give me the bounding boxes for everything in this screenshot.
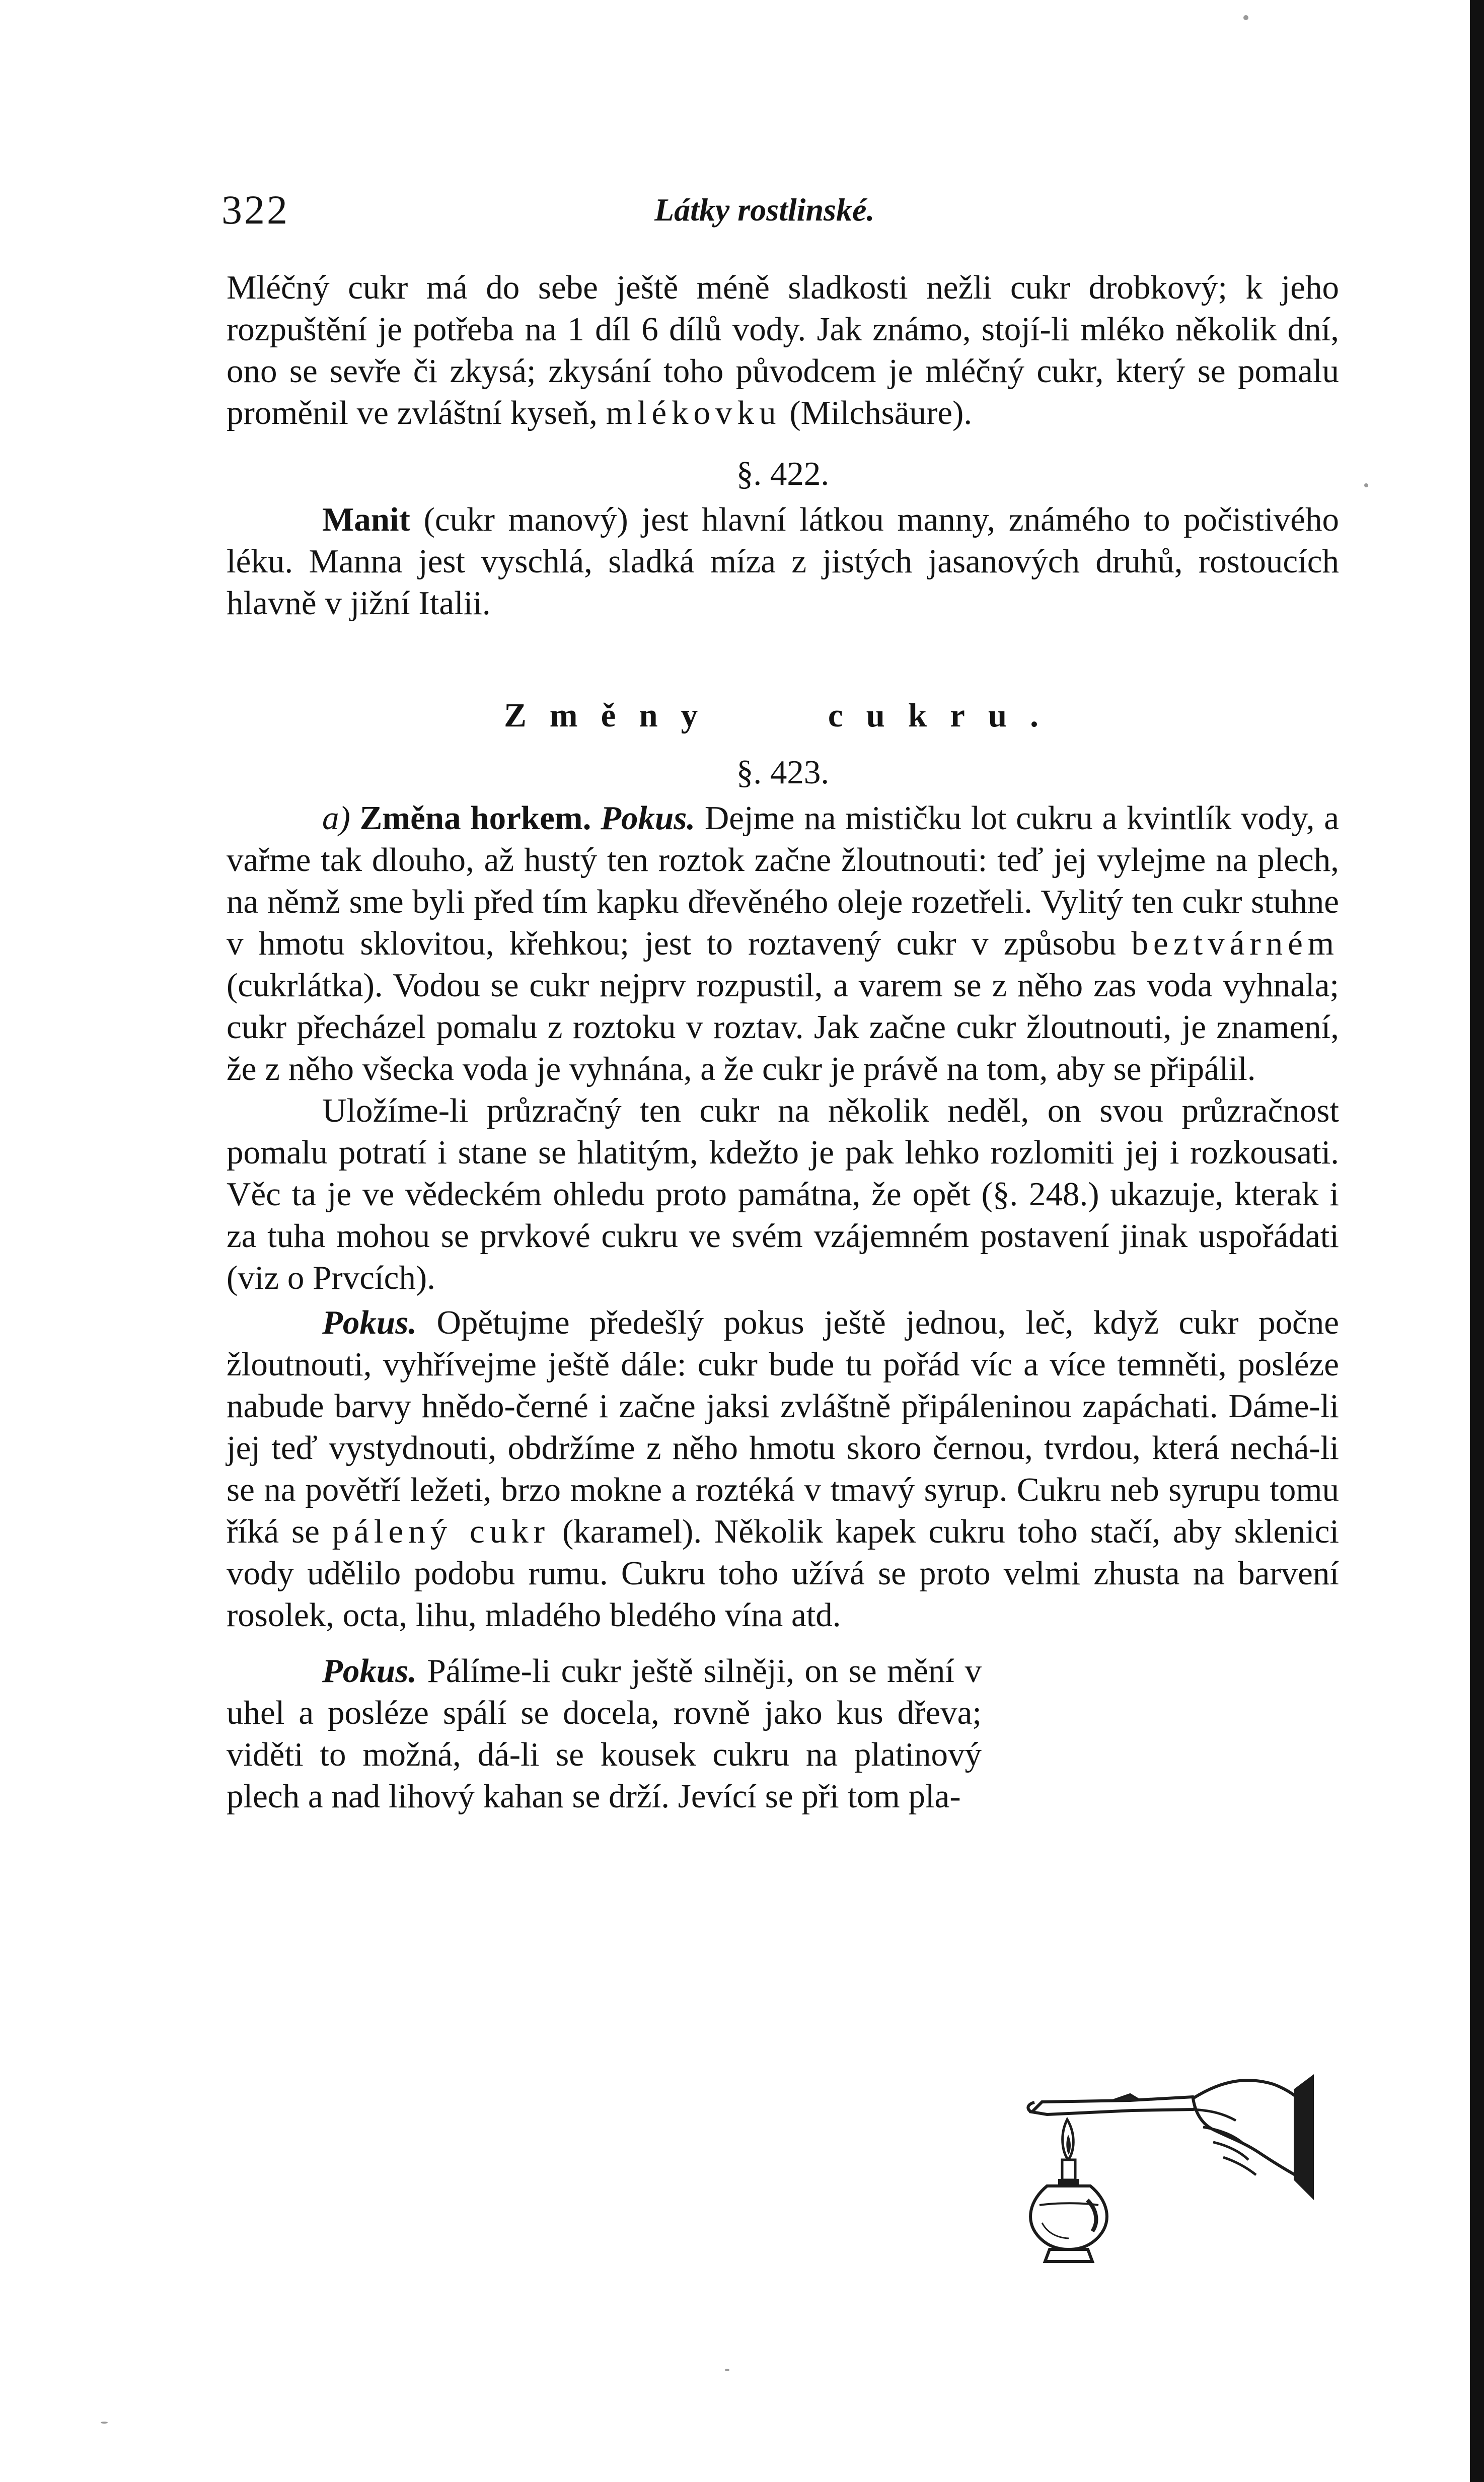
scan-speck — [725, 2369, 729, 2371]
paragraph-burning — [227, 1650, 982, 1817]
section-number-422: §. 422. — [736, 455, 830, 492]
paragraph-text: Uložíme-li průzračný ten cukr na několik neděl, on svou průzračnost pomalu potratí i stane se hlatitým, kdežto je pak lehko rozlomiti jej i rozkousati. Věc ta je ve vědeckém ohledu proto památna, že opět (§. 248.) ukazuje, kterak i za tuha mohou se prvkové cukru ve svém vzájemném postavení jinak uspořádati (viz o Prvcích). — [227, 1092, 1339, 1296]
paragraph-caramel — [227, 1302, 1339, 1636]
paragraph-text: Mléčný cukr má do sebe ještě méně sladkosti nežli cukr drobkový; k jeho rozpuštění je potřeba na 1 díl 6 dílů vody. Jak známo, stojí-li mléko několik dní, ono se sevře či zkysá; zkysání toho původcem je mléčný cukr, který se pomalu proměnil ve zvláštní kyseň, — [227, 269, 1339, 431]
scan-speck — [101, 2422, 108, 2424]
paragraph-text: Opětujme předešlý pokus ještě jednou, leč, když cukr počne žloutnouti, vyhřívejme ještě dále: cukr bude tu pořád víc a více temněti, posléze nabude barvy hnědo-černé i začne jaksi zvláštně připáleninou zapáchati. Dáme-li jej teď vystydnouti, obdržíme z něho hmotu skoro černou, tvrdou, která nechá-li se na povětří ležeti, brzo mokne a roztéká v tmavý syrup. Cukru neb syrupu tomu říká se — [227, 1304, 1339, 1550]
subheading-bold: Změna horkem. — [359, 799, 591, 837]
paragraph-text: Pálíme-li cukr ještě silněji, on se mění v uhel a posléze spálí se docela, rovně jako kus dřeva; viděti to možná, dá-li se kousek cukru na platinový plech a nad lihový kahan se drží. Jevící se při tom pla- — [227, 1652, 982, 1815]
experiment-label: Pokus. — [601, 799, 696, 837]
page-edge — [1470, 0, 1484, 2482]
page-number: 322 — [221, 187, 289, 233]
term-spaced: pálený cukr — [332, 1513, 550, 1550]
scan-speck — [1364, 483, 1368, 487]
paragraph-text: Dejme na mističku lot cukru a kvintlík vody, a vařme tak dlouho, až hustý ten roztok začne žloutnouti: teď jej vylejme na plech, na němž sme byli před tím kapku dřevěného oleje rozetřeli. Vylitý ten cukr stuhne v hmotu sklovitou, křehkou; jest to roztavený cukr v způsobu — [227, 799, 1340, 962]
paragraph-heat-change — [227, 797, 1339, 1090]
experiment-label: Pokus. — [322, 1304, 417, 1341]
term-spaced: beztvárném — [1131, 925, 1339, 962]
paragraph-text: (Milchsäure). — [789, 394, 973, 431]
running-head: Látky rostlinské. — [654, 192, 875, 228]
term-bold: Manit — [322, 501, 410, 538]
paragraph-text: (karamel). Několik kapek cukru toho stačí, aby sklenici vody udělilo podobu rumu. Cukru toho užívá se proto velmi zhusta na barvení rosolek, octa, lihu, mladého bledého vína atd. — [227, 1513, 1340, 1634]
experiment-label: Pokus. — [322, 1652, 417, 1690]
paragraph-manit — [227, 499, 1339, 624]
spirit-lamp-illustration — [1012, 2054, 1314, 2266]
spirit-lamp-icon — [1012, 2054, 1314, 2266]
term-spaced: mlékovku — [606, 394, 781, 431]
body-text — [227, 267, 1339, 1817]
item-label: a) — [322, 799, 350, 837]
paragraph-transparency — [227, 1090, 1339, 1299]
section-heading: Změny cukru. — [504, 697, 1062, 734]
paragraph-milk-sugar — [227, 267, 1339, 434]
scan-speck — [1243, 15, 1248, 20]
section-number-423: §. 423. — [736, 754, 830, 791]
page-header — [221, 186, 1344, 247]
paragraph-text: (cukr manový) jest hlavní látkou manny, známého to počistivého léku. Manna jest vyschlá, sladká míza z jistých jasanových druhů, rostoucích hlavně v jižní Italii. — [227, 501, 1340, 622]
paragraph-text: (cukrlátka). Vodou se cukr nejprv rozpustil, a varem se z něho zas voda vyhnala; cukr přecházel pomalu z roztoku v roztav. Jak začne cukr žloutnouti, je znamení, že z něho všecka voda je vyhnána, a že cukr je právě na tom, aby se připálil. — [227, 967, 1339, 1087]
